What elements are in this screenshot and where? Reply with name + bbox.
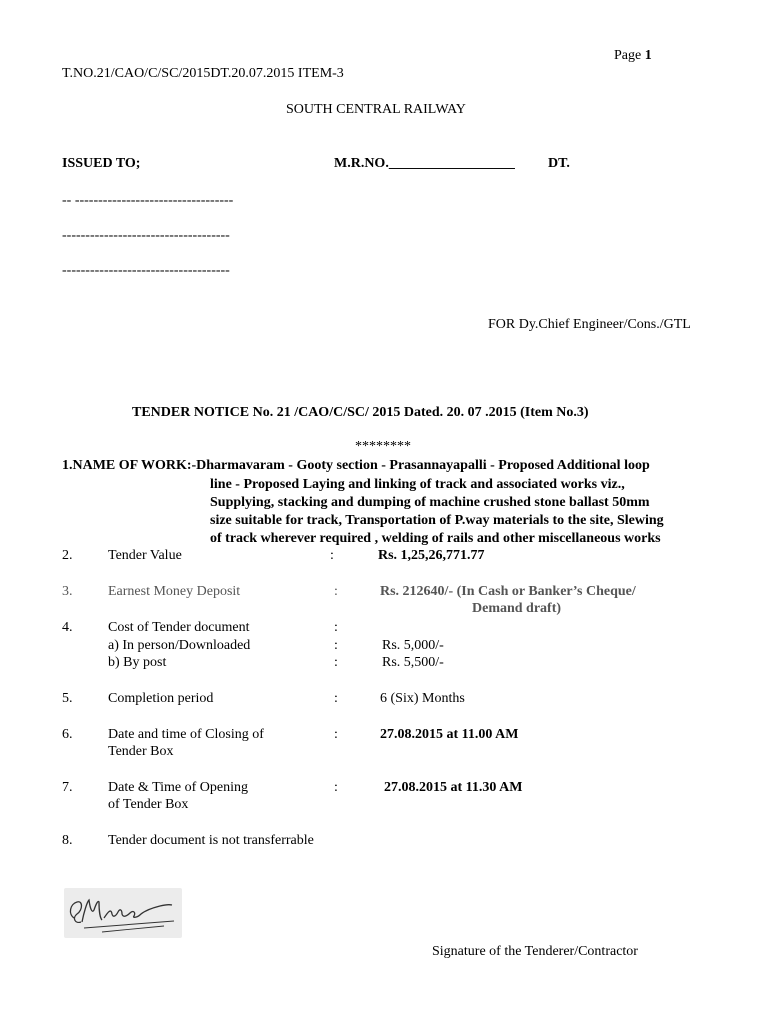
item-4b-value: Rs. 5,500/- xyxy=(382,655,444,670)
item-7-number: 7. xyxy=(62,780,73,795)
work-label: 1.NAME OF WORK:- xyxy=(62,458,197,473)
item-5-value: 6 (Six) Months xyxy=(380,691,465,706)
item-6-label: Date and time of Closing of xyxy=(108,727,264,742)
for-engineer-line: FOR Dy.Chief Engineer/Cons./GTL xyxy=(488,317,691,332)
work-line-4: size suitable for track, Transportation of P.way materials to the site, Slewing xyxy=(210,513,664,528)
dt-label: DT. xyxy=(548,156,570,171)
item-7-colon: : xyxy=(334,780,338,795)
item-3-number: 3. xyxy=(62,584,73,599)
item-5-label: Completion period xyxy=(108,691,214,706)
work-line-5: of track wherever required , welding of rails and other miscellaneous works xyxy=(210,531,661,546)
signature-scribble-icon xyxy=(64,888,182,938)
item-3-value: Rs. 212640/- (In Cash or Banker’s Cheque/ xyxy=(380,584,636,599)
item-2-colon: : xyxy=(330,548,334,563)
item-3-label: Earnest Money Deposit xyxy=(108,584,241,599)
work-description xyxy=(210,476,710,548)
item-7-label-cont: of Tender Box xyxy=(108,797,189,812)
blank-line-1: -- ---------------------------------- xyxy=(62,193,234,208)
item-8-label: Tender document is not transferrable xyxy=(108,833,314,848)
item-3-colon: : xyxy=(334,584,338,599)
item-5-colon: : xyxy=(334,691,338,706)
issued-to-label: ISSUED TO; xyxy=(62,156,141,171)
page-label-text: Page xyxy=(614,48,642,63)
item-5-number: 5. xyxy=(62,691,73,706)
item-4a-colon: : xyxy=(334,638,338,653)
item-3-value-cont: Demand draft) xyxy=(472,601,562,616)
item-4b-label: b) By post xyxy=(108,655,167,670)
tender-reference: T.NO.21/CAO/C/SC/2015DT.20.07.2015 ITEM-3 xyxy=(62,66,344,81)
work-line-1: Dharmavaram - Gooty section - Prasannayapalli - Proposed Additional loop xyxy=(196,458,650,473)
notice-title: TENDER NOTICE No. 21 /CAO/C/SC/ 2015 Dated. 20. 07 .2015 (Item No.3) xyxy=(132,405,589,420)
signature-image xyxy=(64,888,182,938)
item-4-label: Cost of Tender document xyxy=(108,620,250,635)
organisation-name: SOUTH CENTRAL RAILWAY xyxy=(286,102,466,117)
blank-line-3: ------------------------------------ xyxy=(62,263,230,278)
work-line-2: line - Proposed Laying and linking of track and associated works viz., xyxy=(210,477,625,492)
item-6-value: 27.08.2015 at 11.00 AM xyxy=(380,727,519,742)
item-6-number: 6. xyxy=(62,727,73,742)
work-line-3: Supplying, stacking and dumping of machine crushed stone ballast 50mm xyxy=(210,495,650,510)
item-7-value: 27.08.2015 at 11.30 AM xyxy=(384,780,523,795)
item-2-label: Tender Value xyxy=(108,548,182,563)
work-first-line xyxy=(62,458,650,474)
item-4-colon: : xyxy=(334,620,338,635)
item-2-value: Rs. 1,25,26,771.77 xyxy=(378,548,485,563)
item-4b-colon: : xyxy=(334,655,338,670)
item-4-number: 4. xyxy=(62,620,73,635)
item-4a-label: a) In person/Downloaded xyxy=(108,638,251,653)
signature-caption: Signature of the Tenderer/Contractor xyxy=(432,944,638,959)
item-4a-value: Rs. 5,000/- xyxy=(382,638,444,653)
item-8-number: 8. xyxy=(62,833,73,848)
blank-line-2: ------------------------------------ xyxy=(62,228,230,243)
page-label xyxy=(614,48,652,64)
item-6-label-cont: Tender Box xyxy=(108,744,174,759)
mr-no-label: M.R.NO.__________________ xyxy=(334,156,515,171)
item-2-number: 2. xyxy=(62,548,73,563)
item-7-label: Date & Time of Opening xyxy=(108,780,248,795)
page-number: 1 xyxy=(644,48,652,63)
notice-stars: ******** xyxy=(355,439,411,454)
item-6-colon: : xyxy=(334,727,338,742)
